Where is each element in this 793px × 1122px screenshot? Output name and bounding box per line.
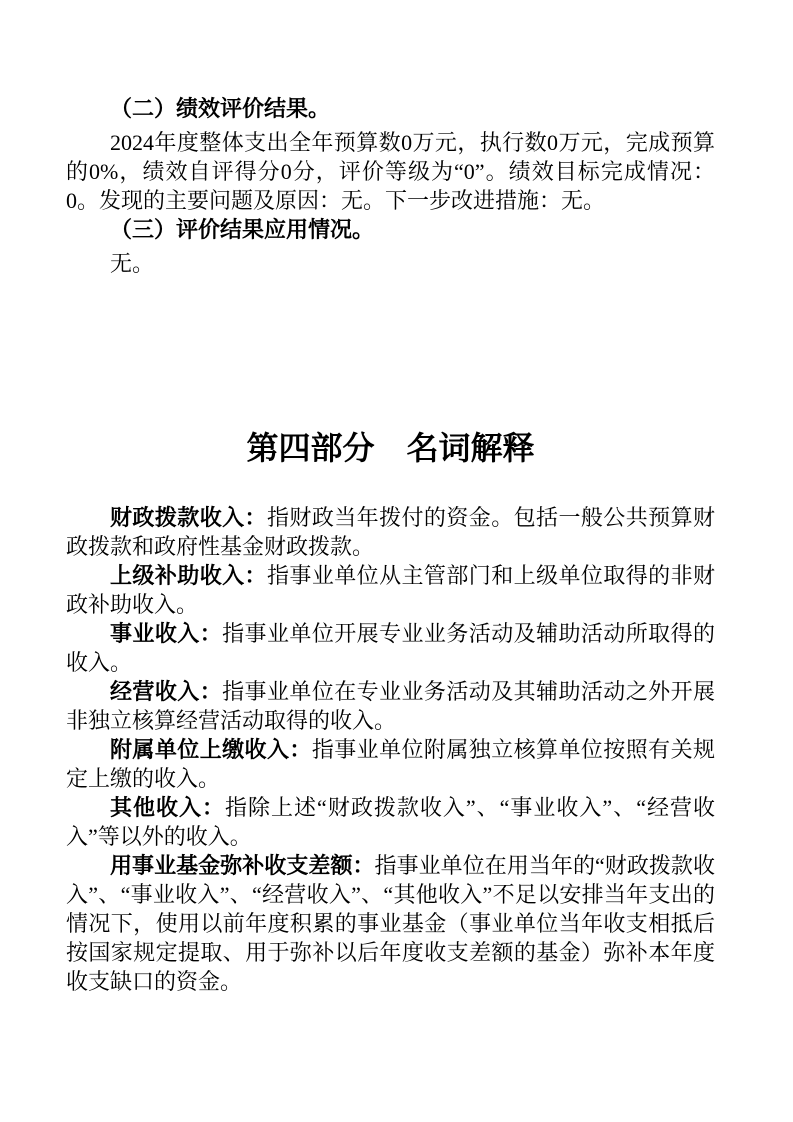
performance-evaluation-paragraph: 2024年度整体支出全年预算数0万元，执行数0万元，完成预算的0%，绩效自评得分0分，评价等级为“0”。绩效目标完成情况：0。发现的主要问题及原因：无。下一步改进措施：无。 [66, 130, 715, 213]
section-heading-ii-performance-evaluation-results: （二）绩效评价结果。 [110, 96, 331, 121]
definition-paragraph [66, 677, 715, 735]
definition-paragraph [66, 793, 715, 851]
definition-description: 指事业单位附属独立核算单位按照有关规定上缴的收入。 [66, 737, 715, 791]
definition-description: 指事业单位在用当年的“财政拨款收入”、“事业收入”、“经营收入”、“其他收入”不足以安排当年支出的情况下，使用以前年度积累的事业基金（事业单位当年收支相抵后按国家规定提取、用于弥补以后年度收支差额的基金）弥补本年度收支缺口的资金。 [66, 853, 715, 994]
definition-paragraph [66, 561, 715, 619]
definition-term: 上级补助收入： [110, 563, 267, 588]
glossary-definitions [66, 503, 715, 996]
definition-term: 附属单位上缴收入： [110, 737, 312, 762]
definition-term: 经营收入： [110, 679, 223, 704]
definition-paragraph [66, 619, 715, 677]
definition-paragraph [66, 503, 715, 561]
definition-description: 指事业单位在专业业务活动及其辅助活动之外开展非独立核算经营活动取得的收入。 [66, 679, 715, 733]
definition-term: 用事业基金弥补收支差额： [110, 853, 375, 878]
definition-paragraph [66, 851, 715, 996]
definition-paragraph [66, 735, 715, 793]
definition-description: 指事业单位从主管部门和上级单位取得的非财政补助收入。 [66, 563, 715, 617]
definition-description: 指除上述“财政拨款收入”、“事业收入”、“经营收入”等以外的收入。 [66, 795, 715, 849]
definition-term: 事业收入： [110, 621, 223, 646]
part-four-title: 第四部分 名词解释 [246, 430, 535, 466]
definition-description: 指事业单位开展专业业务活动及辅助活动所取得的收入。 [66, 621, 715, 675]
application-status-text: 无。 [110, 251, 155, 276]
definition-term: 财政拨款收入： [110, 505, 267, 530]
section-heading-iii-evaluation-result-application: （三）评价结果应用情况。 [110, 217, 375, 242]
definition-term: 其他收入： [110, 795, 226, 820]
definition-description: 指财政当年拨付的资金。包括一般公共预算财政拨款和政府性基金财政拨款。 [66, 505, 715, 559]
